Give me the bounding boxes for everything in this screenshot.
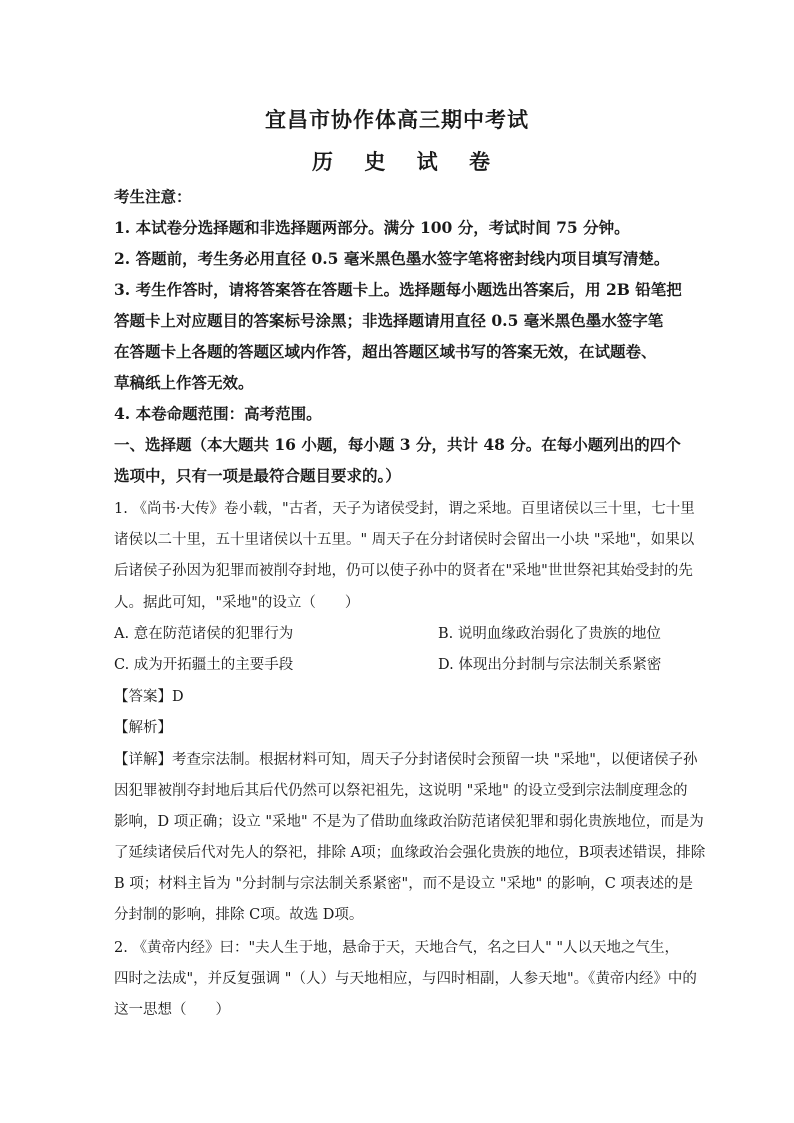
notice-line: 3. 考生作答时，请将答案答在答题卡上。选择题每小题选出答案后，用 2B 铅笔把: [114, 280, 682, 299]
question-1-stem: 后诸侯子孙因为犯罪而被削夺封地，仍可以使子孙中的贤者在"采地"世世祭祀其始受封的先: [114, 563, 693, 579]
notice-line: 答题卡上对应题目的答案标号涂黑；非选择题请用直径 0.5 毫米黑色墨水签字笔: [114, 311, 664, 330]
notice-line: 草稿纸上作答无效。: [114, 373, 254, 392]
question-1-stem: 诸侯以二十里，五十里诸侯以十五里。" 周天子在分封诸侯时会留出一小块 "采地"，如果以: [114, 532, 695, 548]
option-b: B. 说明血缘政治弱化了贵族的地位: [438, 626, 661, 642]
section-heading: 选项中，只有一项是最符合题目要求的。）: [114, 466, 401, 485]
detail-line: B 项；材料主旨为 "分封制与宗法制关系紧密"，而不是设立 "采地" 的影响，C 项表述的是: [114, 876, 693, 892]
detail-line: 因犯罪被削夺封地后其后代仍然可以祭祀祖先，这说明 "采地" 的设立受到宗法制度理念的: [114, 783, 688, 799]
detail-line: 【详解】考查宗法制。根据材料可知，周天子分封诸侯时会预留一块 "采地"，以便诸侯子孙: [114, 752, 698, 768]
answer: 【答案】D: [114, 689, 184, 705]
detail-line: 影响，D 项正确；设立 "采地" 不是为了借助血缘政治防范诸侯犯罪和弱化贵族地位，而是为: [114, 814, 704, 830]
question-2-stem: 2. 《黄帝内经》曰："夫人生于地，悬命于天，天地合气，名之曰人" "人以天地之气生，: [114, 940, 680, 956]
section-heading: 一、选择题（本大题共 16 小题，每小题 3 分，共计 48 分。在每小题列出的四个: [114, 435, 681, 454]
notice-line: 1. 本试卷分选择题和非选择题两部分。满分 100 分，考试时间 75 分钟。: [114, 218, 630, 237]
notice-line: 4. 本卷命题范围：高考范围。: [114, 404, 322, 423]
detail-line: 了延续诸侯后代对先人的祭祀，排除 A项；血缘政治会强化贵族的地位，B项表述错误，排除: [114, 845, 706, 861]
detail-line: 分封制的影响，排除 C项。故选 D项。: [114, 907, 364, 923]
option-a: A. 意在防范诸侯的犯罪行为: [114, 626, 294, 642]
question-1-stem: 人。据此可知，"采地"的设立（ ）: [114, 595, 360, 611]
analysis-label: 【解析】: [114, 720, 172, 736]
exam-title: 宜昌市协作体高三期中考试: [265, 107, 529, 132]
option-c: C. 成为开拓疆土的主要手段: [114, 657, 294, 673]
notice-heading: 考生注意：: [114, 187, 192, 206]
question-2-stem: 四时之法成"，并反复强调 "（人）与天地相应，与四时相副，人参天地"。《黄帝内经》中的: [114, 971, 697, 987]
notice-line: 在答题卡上各题的答题区域内作答，超出答题区域书写的答案无效，在试题卷、: [114, 342, 657, 361]
notice-line: 2. 答题前，考生务必用直径 0.5 毫米黑色墨水签字笔将密封线内项目填写清楚。: [114, 249, 670, 268]
question-2-stem: 这一思想（ ）: [114, 1002, 230, 1018]
subject-title: 历 史 试 卷: [312, 149, 502, 174]
question-1-stem: 1. 《尚书·大传》卷小载，"古者，天子为诸侯受封，谓之采地。百里诸侯以三十里，七十里: [114, 501, 695, 517]
option-d: D. 体现出分封制与宗法制关系紧密: [438, 657, 662, 673]
